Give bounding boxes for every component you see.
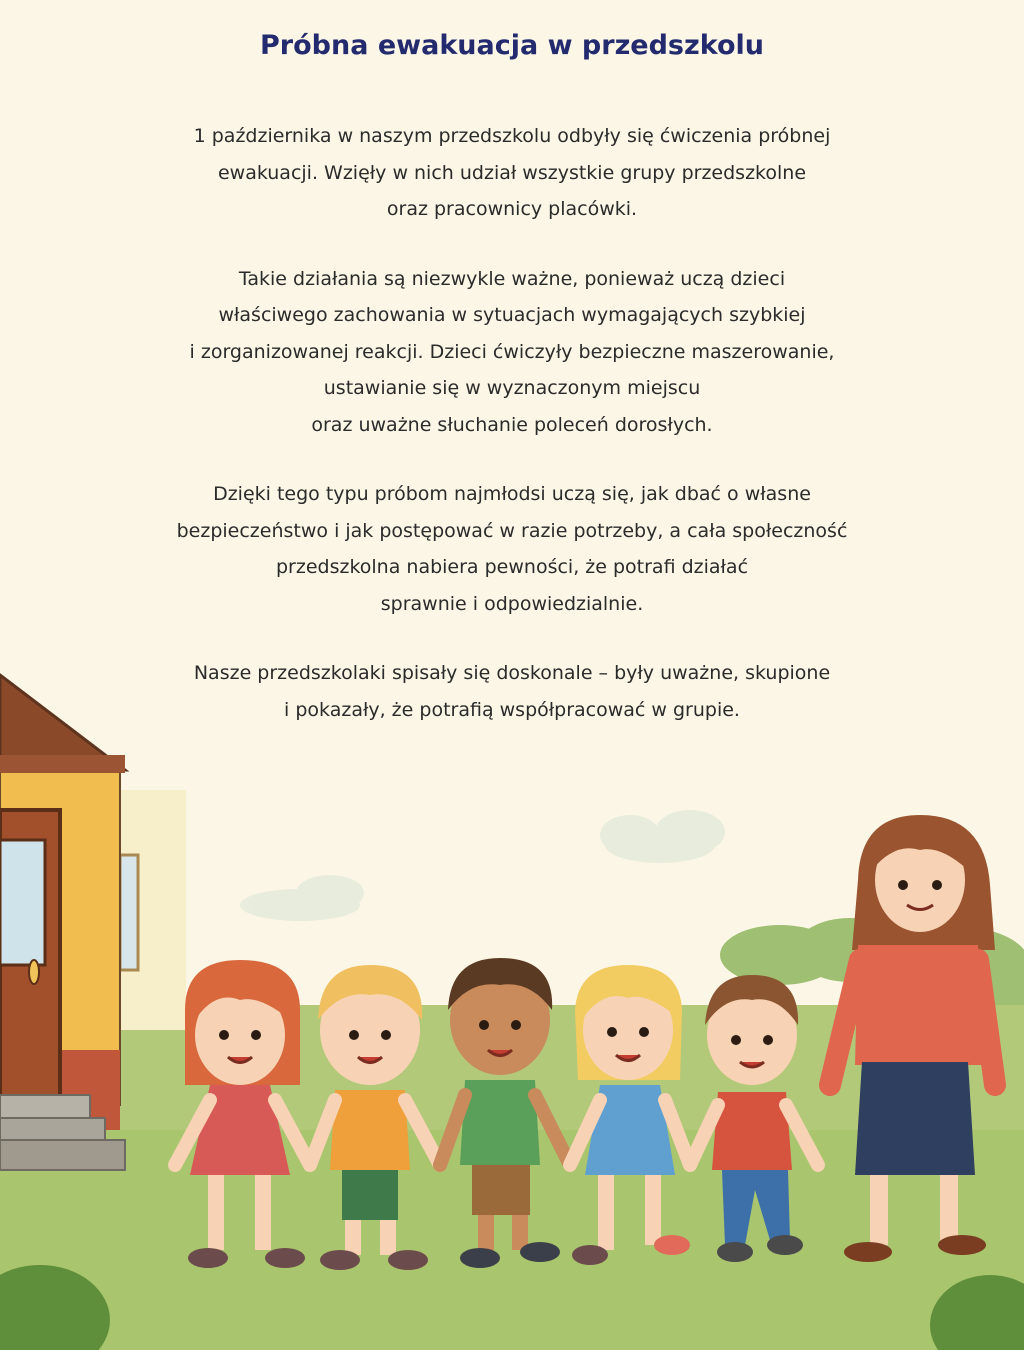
- text-line: Takie działania są niezwykle ważne, ponieważ uczą dzieci: [238, 267, 786, 290]
- cloud-icon: [240, 810, 725, 921]
- text-line: i zorganizowanej reakcji. Dzieci ćwiczyły bezpieczne maszerowanie,: [189, 340, 835, 363]
- paragraph-1: [112, 118, 912, 228]
- text-line: bezpieczeństwo i jak postępować w razie potrzeby, a cała społeczność: [176, 519, 848, 542]
- text-line: ewakuacji. Wzięły w nich udział wszystkie grupy przedszkolne: [217, 161, 807, 184]
- text-line: sprawnie i odpowiedzialnie.: [380, 592, 644, 615]
- kindergarten-evacuation-illustration: [0, 660, 1024, 1350]
- text-line: Dzięki tego typu próbom najmłodsi uczą się, jak dbać o własne: [213, 483, 811, 505]
- text-line: przedszkolna nabiera pewności, że potrafi działać: [275, 556, 749, 578]
- page-title: Próbna ewakuacja w przedszkolu: [260, 30, 764, 61]
- text-line: i pokazały, że potrafią współpracować w grupie.: [284, 698, 740, 721]
- text-line: oraz pracownicy placówki.: [386, 198, 638, 220]
- paragraph-2: [112, 261, 912, 444]
- text-line: 1 października w naszym przedszkolu odbyły się ćwiczenia próbnej: [193, 125, 831, 147]
- text-line: właściwego zachowania w sytuacjach wymagających szybkiej: [218, 304, 806, 326]
- text-line: oraz uważne słuchanie poleceń dorosłych.: [311, 413, 713, 436]
- text-line: Nasze przedszkolaki spisały się doskonale – były uważne, skupione: [193, 662, 831, 684]
- kindergarten-building: [0, 675, 125, 1170]
- paragraph-3: [112, 476, 912, 622]
- text-line: ustawianie się w wyznaczonym miejscu: [323, 377, 701, 399]
